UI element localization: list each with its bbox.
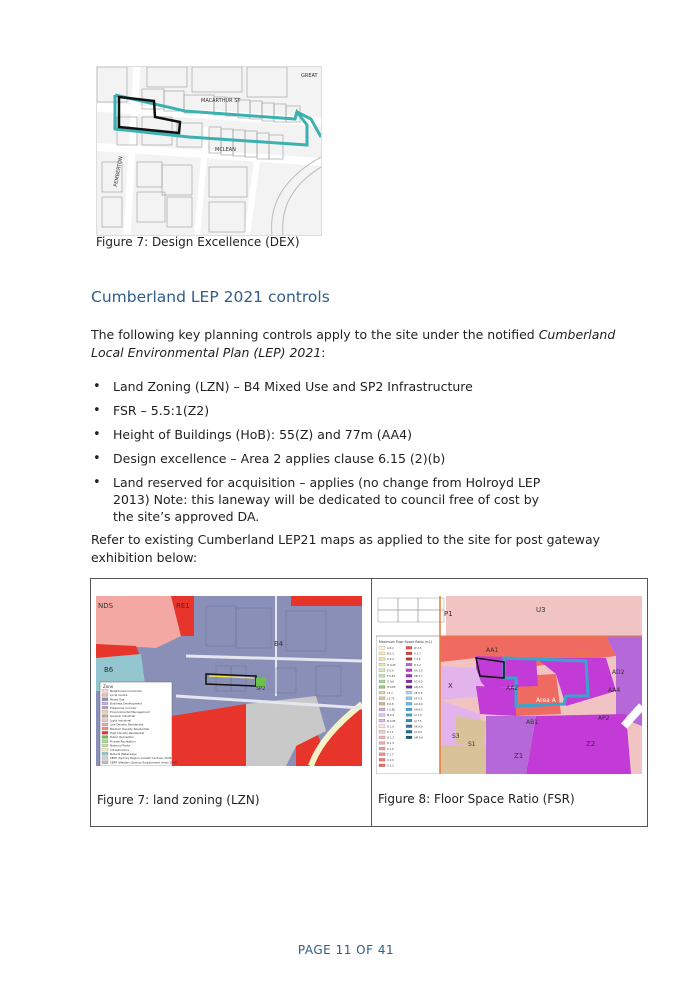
intro-paragraph bbox=[91, 326, 631, 362]
legend-swatch bbox=[379, 719, 385, 722]
refer-paragraph: Refer to existing Cumberland LEP21 maps as applied to the site for post gateway exhibition below: bbox=[91, 532, 601, 565]
legend-swatch bbox=[102, 698, 108, 701]
legend-swatch bbox=[406, 652, 412, 655]
legend-label: National Parks bbox=[110, 743, 131, 748]
legend-label: Q 1.2 bbox=[387, 736, 394, 740]
fsr-cell bbox=[372, 579, 647, 826]
legend-swatch bbox=[406, 663, 412, 666]
legend-label: J 0.75 bbox=[387, 697, 395, 701]
legend-label: Business Development bbox=[110, 701, 143, 706]
dex-street-label-corner: GREAT bbox=[301, 73, 318, 79]
legend-swatch bbox=[102, 740, 108, 743]
design-excellence-map bbox=[96, 66, 322, 236]
legend-label: High Density Residential bbox=[110, 731, 145, 735]
legend-label: Enterprise Corridor bbox=[110, 705, 137, 710]
legend-swatch bbox=[406, 691, 412, 694]
legend-label: N 0.95 bbox=[387, 719, 396, 723]
legend-label: T 1.7 bbox=[387, 753, 394, 757]
legend-swatch bbox=[379, 697, 385, 700]
legend-label: H 0.65 bbox=[387, 686, 396, 690]
legend-label: Natural Waterways bbox=[110, 752, 137, 756]
legend-label: SEPP (Western Sydney Employment Area) 2009 bbox=[110, 760, 177, 765]
legend-label: F 0.55 bbox=[387, 675, 396, 678]
figure-dex-caption: Figure 7: Design Excellence (DEX) bbox=[96, 235, 300, 249]
legend-label: E 0.5 bbox=[387, 669, 394, 673]
legend-swatch bbox=[406, 686, 412, 689]
dex-street-label-top: MACARTHUR ST bbox=[201, 98, 241, 104]
legend-swatch bbox=[406, 658, 412, 661]
legend-swatch bbox=[379, 747, 385, 750]
legend-swatch bbox=[379, 669, 385, 672]
legend-label: B 0.3 bbox=[387, 652, 394, 656]
legend-label: AC 4.0 bbox=[414, 680, 423, 684]
fsr-label-p1: P1 bbox=[444, 610, 453, 618]
lzn-cell bbox=[91, 579, 372, 826]
legend-swatch bbox=[379, 764, 385, 767]
list-item: • Land Zoning (LZN) – B4 Mixed Use and SP2 Infrastructure bbox=[91, 378, 611, 395]
legend-label: AJ 7.5 bbox=[414, 719, 422, 723]
legend-swatch bbox=[379, 714, 385, 717]
lzn-legend-title: Zone bbox=[103, 684, 114, 689]
legend-swatch bbox=[379, 730, 385, 733]
legend-label: AM 9.0 bbox=[414, 736, 423, 740]
fsr-label-aa1: AA1 bbox=[486, 647, 499, 654]
legend-label: U 2.0 bbox=[387, 759, 394, 762]
legend-label: Low Density Residential bbox=[110, 722, 144, 727]
dex-map-graphic bbox=[97, 67, 321, 235]
legend-label: Infrastructure bbox=[110, 747, 130, 752]
legend-label: C 0.4 bbox=[387, 658, 394, 662]
legend-swatch bbox=[102, 752, 108, 755]
legend-swatch bbox=[406, 714, 412, 717]
legend-swatch bbox=[379, 652, 385, 655]
legend-swatch bbox=[379, 753, 385, 756]
legend-label: AG 6.0 bbox=[414, 703, 423, 706]
legend-swatch bbox=[379, 658, 385, 661]
legend-swatch bbox=[102, 706, 108, 709]
legend-swatch bbox=[406, 680, 412, 683]
legend-label: Neighbourhood Centre bbox=[110, 689, 142, 693]
intro-text-italic: Cumberland Local Environmental Plan (LEP) 2021 bbox=[91, 327, 616, 360]
legend-label: W 2.5 bbox=[414, 647, 422, 650]
legend-swatch bbox=[379, 686, 385, 689]
legend-label: AB 3.7 bbox=[414, 675, 423, 678]
legend-label: AK 8.0 bbox=[414, 725, 423, 729]
legend-swatch bbox=[102, 719, 108, 722]
legend-label: AL 8.5 bbox=[414, 731, 423, 734]
legend-label: Mixed Use bbox=[110, 697, 125, 702]
list-item: • Land reserved for acquisition – applies (no change from Holroyd LEP 2013) Note: this laneway will be dedicated to council free of cost by the site’s approved DA. bbox=[91, 474, 553, 525]
legend-swatch bbox=[102, 731, 108, 734]
legend-label: R 1.3 bbox=[387, 742, 394, 746]
dex-street-label-mid: MCLEAN bbox=[215, 147, 236, 153]
legend-swatch bbox=[102, 736, 108, 739]
legend-swatch bbox=[406, 697, 412, 700]
intro-text-after: : bbox=[321, 345, 326, 360]
land-zoning-map bbox=[96, 596, 362, 766]
legend-swatch bbox=[379, 702, 385, 705]
legend-swatch bbox=[102, 710, 108, 713]
legend-swatch bbox=[379, 736, 385, 739]
lzn-label-nds: NDS bbox=[98, 602, 114, 610]
figure-fsr-caption: Figure 8: Floor Space Ratio (FSR) bbox=[378, 792, 575, 806]
legend-swatch bbox=[102, 744, 108, 747]
page-number: PAGE 11 OF 41 bbox=[297, 943, 395, 957]
figures-table bbox=[90, 578, 648, 827]
legend-label: AE 5.0 bbox=[414, 691, 423, 695]
legend-swatch bbox=[379, 663, 385, 666]
floor-space-ratio-map bbox=[376, 596, 642, 774]
legend-swatch bbox=[379, 725, 385, 728]
legend-label: L 0.85 bbox=[387, 708, 396, 712]
fsr-label-ad2: AD2 bbox=[612, 669, 625, 676]
legend-swatch bbox=[379, 758, 385, 761]
legend-swatch bbox=[379, 691, 385, 694]
legend-swatch bbox=[406, 708, 412, 711]
legend-swatch bbox=[406, 674, 412, 677]
legend-label: Medium Density Residential bbox=[110, 726, 150, 731]
legend-swatch bbox=[379, 742, 385, 745]
legend-label: K 0.8 bbox=[387, 703, 394, 706]
legend-label: Public Recreation bbox=[110, 735, 135, 740]
fsr-label-x: X bbox=[448, 682, 453, 690]
legend-swatch bbox=[379, 708, 385, 711]
figure-lzn-caption: Figure 7: land zoning (LZN) bbox=[97, 793, 260, 807]
legend-swatch bbox=[379, 646, 385, 649]
lzn-label-sp2: SP2 bbox=[256, 686, 266, 692]
legend-swatch bbox=[102, 723, 108, 726]
legend-swatch bbox=[406, 725, 412, 728]
section-heading: Cumberland LEP 2021 controls bbox=[91, 288, 330, 306]
fsr-label-area-a: Area A bbox=[536, 697, 556, 704]
legend-swatch bbox=[406, 719, 412, 722]
legend-swatch bbox=[102, 727, 108, 730]
legend-label: S 1.5 bbox=[387, 747, 394, 751]
legend-swatch bbox=[379, 680, 385, 683]
controls-list bbox=[91, 378, 611, 532]
list-item: • FSR – 5.5:1(Z2) bbox=[91, 402, 611, 419]
legend-label: Light Industrial bbox=[110, 718, 131, 723]
fsr-label-ab1: AB1 bbox=[526, 719, 539, 726]
legend-swatch bbox=[406, 736, 412, 739]
lzn-map-graphic bbox=[96, 596, 362, 766]
legend-label: O 1.0 bbox=[387, 725, 394, 729]
legend-label: M 0.9 bbox=[387, 714, 395, 718]
fsr-label-s3: S3 bbox=[452, 733, 460, 740]
legend-label: AH 6.5 bbox=[414, 708, 423, 712]
legend-label: A 0.2 bbox=[387, 647, 394, 650]
legend-label: SEPP (Sydney Region Growth Centres) 2006 bbox=[110, 756, 172, 761]
lzn-label-re1: RE1 bbox=[176, 602, 190, 610]
fsr-label-z1: Z1 bbox=[514, 752, 524, 760]
legend-label: Z 3.2 bbox=[414, 663, 421, 667]
legend-label: AI 7.0 bbox=[414, 714, 422, 718]
legend-swatch bbox=[406, 669, 412, 672]
legend-swatch bbox=[102, 748, 108, 751]
dex-street-label-left: PEMBERTON bbox=[113, 155, 125, 188]
legend-swatch bbox=[102, 761, 108, 764]
legend-swatch bbox=[102, 702, 108, 705]
legend-label: AD 4.5 bbox=[414, 686, 423, 690]
fsr-label-u3: U3 bbox=[536, 606, 546, 614]
legend-label: V 2.2 bbox=[387, 764, 394, 768]
legend-label: D 0.45 bbox=[387, 663, 396, 667]
fsr-legend-title: Maximum Floor Space Ratio (n:1) bbox=[379, 640, 433, 644]
fsr-label-aa4: AA4 bbox=[608, 687, 621, 694]
legend-swatch bbox=[379, 674, 385, 677]
list-item: • Height of Buildings (HoB): 55(Z) and 77m (AA4) bbox=[91, 426, 611, 443]
intro-text-before: The following key planning controls apply to the site under the notified bbox=[91, 327, 539, 342]
legend-label: AA 3.5 bbox=[414, 669, 423, 673]
legend-label: Private Recreation bbox=[110, 739, 136, 744]
fsr-label-aa2: AA2 bbox=[506, 685, 519, 692]
legend-label: Environmental Management bbox=[110, 710, 150, 714]
legend-swatch bbox=[102, 757, 108, 760]
legend-swatch bbox=[406, 730, 412, 733]
legend-label: P 1.1 bbox=[387, 731, 394, 734]
fsr-label-s1: S1 bbox=[468, 741, 476, 748]
fsr-map-graphic bbox=[376, 596, 642, 774]
fsr-label-ap2: AP2 bbox=[598, 715, 610, 722]
legend-swatch bbox=[406, 702, 412, 705]
legend-label: I 0.7 bbox=[387, 691, 393, 695]
legend-label: Y 3.0 bbox=[414, 658, 421, 662]
legend-swatch bbox=[406, 646, 412, 649]
lzn-label-b4: B4 bbox=[274, 640, 284, 648]
list-item: • Design excellence – Area 2 applies clause 6.15 (2)(b) bbox=[91, 450, 611, 467]
lzn-label-b6: B6 bbox=[104, 666, 114, 674]
legend-label: G 0.6 bbox=[387, 680, 394, 684]
legend-swatch bbox=[102, 689, 108, 692]
legend-label: X 2.7 bbox=[414, 652, 421, 656]
legend-label: Local Centre bbox=[110, 693, 128, 698]
fsr-label-area-2: Area 2 bbox=[576, 651, 596, 658]
legend-swatch bbox=[102, 715, 108, 718]
legend-label: AF 5.5 bbox=[414, 697, 423, 701]
legend-label: General Industrial bbox=[110, 714, 136, 719]
legend-swatch bbox=[102, 694, 108, 697]
fsr-label-z2: Z2 bbox=[586, 740, 596, 748]
